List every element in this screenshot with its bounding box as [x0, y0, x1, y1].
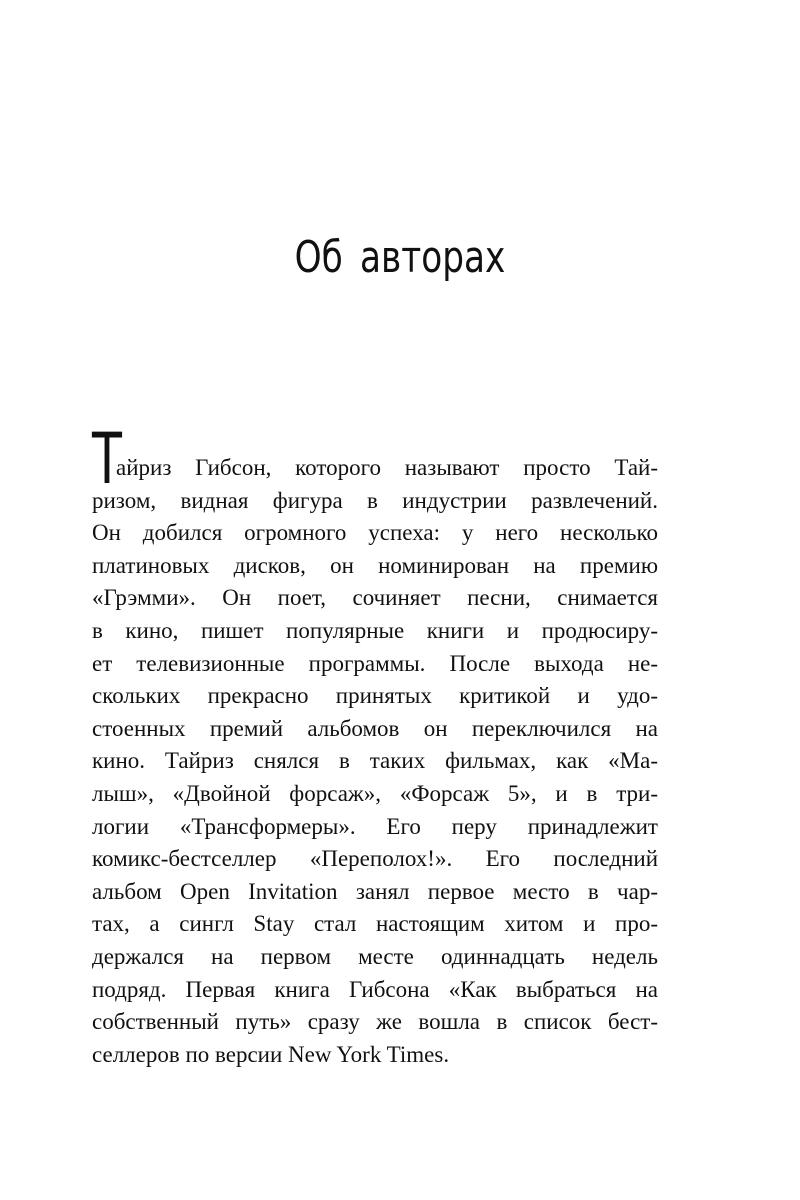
- bio-paragraph: [92, 452, 658, 1071]
- text-line: держался на первом месте одиннадцать недель: [92, 943, 658, 969]
- text-line: Он добился огромного успеха: у него несколько: [92, 520, 658, 546]
- text-line: платиновых дисков, он номинирован на премию: [92, 552, 658, 578]
- text-line: альбом Open Invitation занял первое место в чар-: [92, 878, 658, 904]
- text-line: лыш», «Двойной форсаж», «Форсаж 5», и в три-: [92, 780, 658, 806]
- text-line: в кино, пишет популярные книги и продюсиру-: [92, 617, 658, 643]
- text-line: ет телевизионные программы. После выхода не-: [92, 650, 658, 676]
- chapter-title: Об авторах: [294, 232, 506, 283]
- text-line: стоенных премий альбомов он переключился на: [92, 715, 658, 741]
- text-line: собственный путь» сразу же вошла в список бест-: [92, 1009, 658, 1035]
- drop-cap: Т: [92, 418, 122, 500]
- text-line: ризом, видная фигура в индустрии развлечений.: [92, 487, 658, 513]
- text-line: айриз Гибсон, которого называют просто Тай-: [116, 455, 658, 480]
- text-line: комикс-бестселлер «Переполох!». Его последний: [92, 846, 658, 872]
- text-line: тах, а сингл Stay стал настоящим хитом и про-: [92, 911, 658, 937]
- text-line: логии «Трансформеры». Его перу принадлежит: [92, 813, 658, 839]
- text-line: кино. Тайриз снялся в таких фильмах, как «Ма-: [92, 748, 658, 774]
- text-line: скольких прекрасно принятых критикой и удо-: [92, 683, 658, 709]
- text-line: селлеров по версии New York Times.: [92, 1041, 450, 1067]
- text-line: «Грэмми». Он поет, сочиняет песни, снимается: [92, 585, 658, 611]
- text-line: подряд. Первая книга Гибсона «Как выбраться на: [92, 976, 658, 1002]
